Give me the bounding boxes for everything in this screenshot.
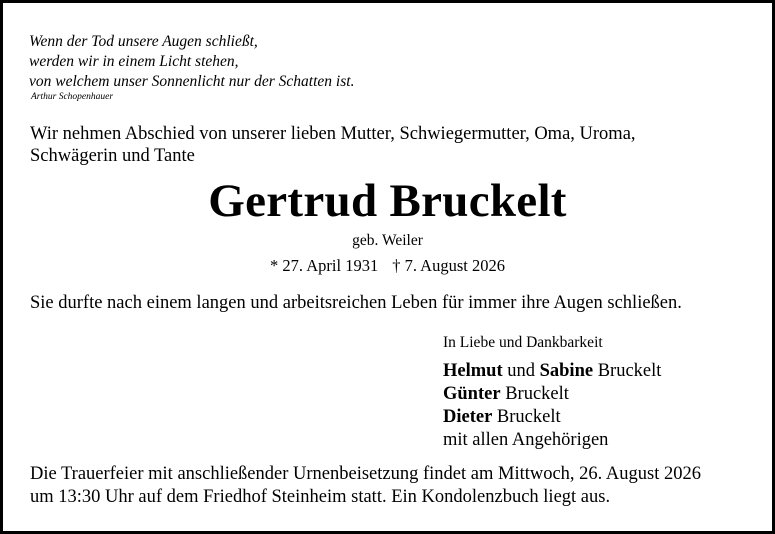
birth-date: * 27. April 1931 (270, 256, 379, 275)
mourner-surname: Bruckelt (593, 361, 662, 381)
mourner-second-name: Sabine (539, 361, 594, 381)
poem-line-2: werden wir in einem Licht stehen, (29, 53, 239, 70)
mourner-first-name: Dieter (443, 407, 493, 427)
death-date: † 7. August 2026 (392, 256, 505, 275)
poem-author: Arthur Schopenhauer (31, 92, 114, 102)
intro-line-1: Wir nehmen Abschied von unserer lieben Mutter, Schwiegermutter, Oma, Uroma, (30, 124, 636, 144)
ceremony-line-2: um 13:30 Uhr auf dem Friedhof Steinheim statt. Ein Kondolenzbuch liegt aus. (30, 487, 611, 507)
deceased-name: Gertrud Bruckelt (208, 175, 567, 227)
life-dates (3, 256, 772, 276)
mourner-line (443, 360, 661, 382)
mourner-line (443, 383, 569, 405)
signoff-intro: In Liebe und Dankbarkeit (443, 334, 603, 351)
poem-line-3: von welchem unser Sonnenlicht nur der Schatten ist. (29, 73, 355, 90)
mourner-first-name: Helmut (443, 361, 503, 381)
mourner-surname: Bruckelt (500, 384, 569, 404)
signoff-closing: mit allen Angehörigen (443, 430, 609, 450)
ceremony-line-1: Die Trauerfeier mit anschließender Urnenbeisetzung findet am Mittwoch, 26. August 2026 (30, 464, 701, 484)
mourner-line (443, 406, 561, 428)
birth-name: geb. Weiler (352, 232, 423, 249)
mourner-surname: Bruckelt (492, 407, 561, 427)
mourner-connector: und (502, 361, 540, 381)
mourner-first-name: Günter (443, 384, 501, 404)
statement: Sie durfte nach einem langen und arbeitsreichen Leben für immer ihre Augen schließen. (30, 293, 682, 313)
poem-line-1: Wenn der Tod unsere Augen schließt, (29, 33, 258, 50)
intro-line-2: Schwägerin und Tante (30, 146, 195, 166)
